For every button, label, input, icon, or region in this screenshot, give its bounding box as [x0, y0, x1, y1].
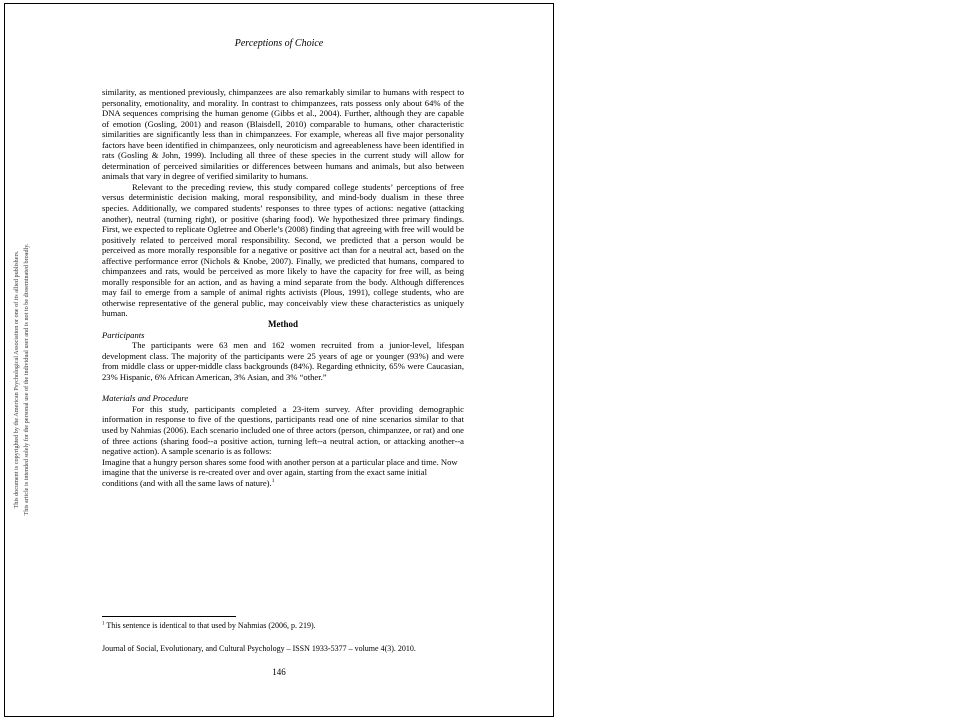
copyright-sidebar	[12, 232, 46, 527]
materials-heading: Materials and Procedure	[102, 393, 189, 404]
sample-scenario-quote	[102, 457, 464, 489]
page-number: 146	[272, 667, 286, 677]
quote-text: Imagine that a hungry person shares some food with another person at a particular place and time. Now imagine that the universe is re-created over and over again, starting from the exact same initial conditions (and with all the same laws of nature).	[102, 456, 458, 488]
footnote-ref: 1	[271, 477, 275, 484]
footnote-divider	[102, 616, 236, 617]
paragraph-1: similarity, as mentioned previously, chimpanzees are also remarkably similar to humans with respect to personality, emotionality, and morality. In contrast to chimpanzees, rats possess only about 64% of the DNA sequences comprising the human genome (Gibbs et al., 2004). Further, although they are capable of emotion (Gosling, 2001) and reason (Blaisdell, 2010) comparable to humans, other characteristic similarities are significantly less than in chimpanzees. For example, whereas all five major personality factors have been identified in chimpanzees, only neuroticism and agreeableness have been identified in rats (Gosling & John, 1999). Including all three of these species in the current study will allow for determination of perceived similarities or differences between humans and animals, but also between animals that vary in degree of verified similarity to humans.	[102, 87, 464, 182]
method-heading: Method	[268, 319, 298, 330]
paragraph-2: Relevant to the preceding review, this study compared college students’ perceptions of free versus deterministic decision making, moral responsibility, and mind-body dualism in these three species. Additionally, we compared students’ responses to three types of actions: negative (attacking another), neutral (turning right), or positive (sharing food). We hypothesized three primary findings. First, we expected to replicate Ogletree and Oberle’s (2008) finding that agreeing with free will would be positively related to perceived moral responsibility. Second, we predicted that a person would be perceived as more morally responsible for a negative or positive act than for a neutral act, based on the affective performance error (Nichols & Knobe, 2007). Finally, we predicted that humans, compared to chimpanzees and rats, would be perceived as more likely to have the capacity for free will, as being morally responsible for an action, and as having a mind separate from the body. Although differences may fail to emerge from a sample of animal rights activists (Plous, 1991), college students, who are otherwise representative of the general public, may conceivably view these characteristics as uniquely human.	[102, 181, 465, 319]
materials-paragraph: For this study, participants completed a 23-item survey. After providing demographic information in response to five of the questions, participants read one of nine scenarios similar to that used by Nahmias (2006). Each scenario included one of three actors (person, chimpanzee, or rat) and one of three actions (sharing food--a positive action, turning left--a neutral action, or attacking another--a negative action). A sample scenario is as follows:	[102, 403, 464, 457]
copyright-line-1: This document is copyrighted by the American Psychological Association or one of its allied publishers.	[13, 250, 20, 509]
copyright-notice	[12, 232, 32, 527]
participants-paragraph: The participants were 63 men and 162 women recruited from a junior-level, lifespan development class. The majority of the participants were 25 years of age or younger (93%) and were from middle class or upper-middle class backgrounds (84%). Regarding ethnicity, 65% were Caucasian, 23% Hispanic, 6% African American, 3% Asian, and 3% “other.”	[102, 340, 464, 382]
footnote-text: This sentence is identical to that used by Nahmias (2006, p. 219).	[106, 621, 316, 630]
footnote	[102, 621, 316, 630]
copyright-line-2: This article is intended solely for the personal use of the individual user and is not to be disseminated broadly.	[23, 243, 30, 516]
body-text	[102, 87, 464, 488]
running-header: Perceptions of Choice	[234, 38, 324, 49]
journal-citation: Journal of Social, Evolutionary, and Cultural Psychology – ISSN 1933-5377 – volume 4(3). 2010.	[102, 644, 416, 653]
participants-heading: Participants	[102, 329, 145, 340]
document-page	[4, 3, 554, 717]
footnote-mark: 1	[102, 621, 105, 627]
